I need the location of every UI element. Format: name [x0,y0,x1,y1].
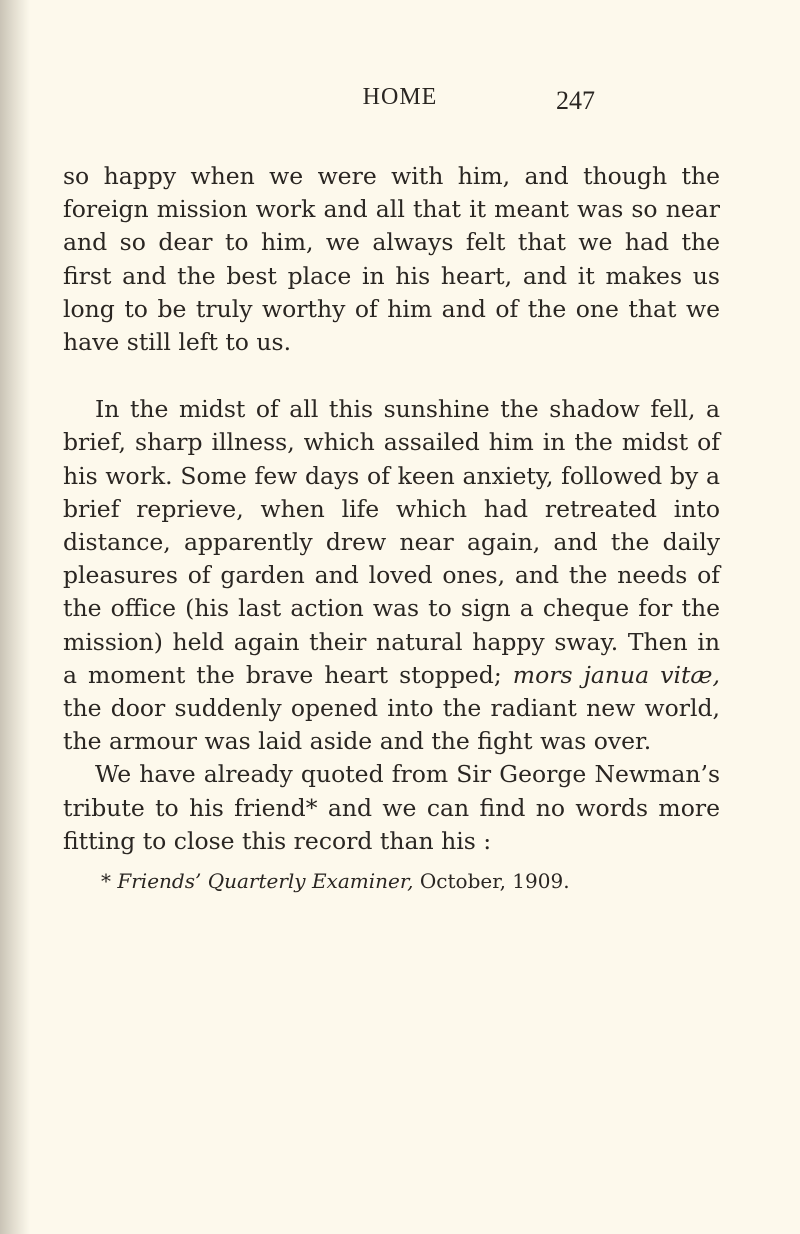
page-number: 247 [556,86,595,115]
paragraph-2-text-before: In the midst of all this sunshine the shadow fell, a brief, sharp illness, which assailed him in the midst of his work. Some few days of keen anxiety, followed by a brief reprieve, when life which had retreated into distance, apparently drew near again, and the daily pleasures of garden and loved ones, and the needs of the office (his last action was to sign a cheque for the mission) held again their natural happy sway. Then in a moment the brave heart stopped; [63,395,720,689]
paragraph-2-text-after: the door suddenly opened into the radiant new world, the armour was laid aside and the fight was over. [63,694,720,756]
paragraph-1: so happy when we were with him, and though the foreign mission work and all that it meant was so near and so dear to him, we always felt that we had the first and the best place in his heart, and it makes us long to be truly worthy of him and of the one that we have still left to us. [63,162,720,357]
running-title: HOME [362,84,438,110]
paragraph-2 [63,393,720,758]
footnote-marker: * [101,869,111,893]
latin-phrase: mors janua vitæ, [512,660,720,689]
body-text [63,160,720,858]
page-header [0,84,800,124]
footnote-source: Friends’ Quarterly Examiner, [117,869,414,893]
page-gutter-shadow [0,0,30,1234]
footnote-date: October, 1909. [419,869,570,893]
paragraph-3: We have already quoted from Sir George Newman’s tribute to his friend* and we can find no words more fitting to close this record than his : [63,760,720,855]
footnote [101,868,761,894]
